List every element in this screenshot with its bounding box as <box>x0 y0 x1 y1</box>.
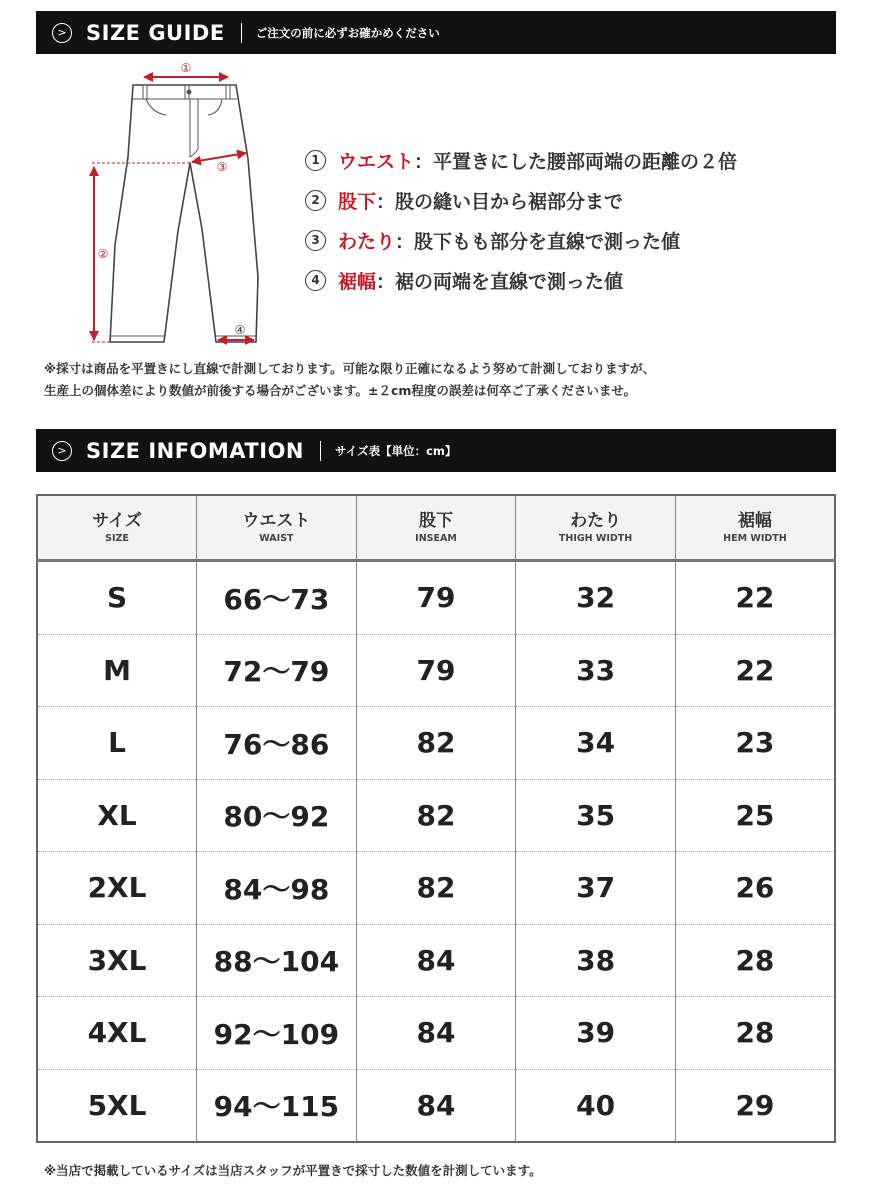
legend-number: 3 <box>305 230 326 251</box>
header-hem-width: 裾幅 HEM WIDTH <box>675 495 835 561</box>
cell-waist: 66〜73 <box>197 561 357 635</box>
legend-term: 股下 <box>338 190 377 213</box>
legend-description: ：股下もも部分を直線で測った値 <box>395 230 681 253</box>
legend-description: ：平置きにした腰部両端の距離の２倍 <box>414 150 738 173</box>
marker-2: ② <box>97 247 109 261</box>
cell-hem: 22 <box>675 634 835 707</box>
table-row <box>37 634 835 707</box>
marker-3: ③ <box>216 160 228 174</box>
legend-term: 裾幅 <box>338 270 377 293</box>
cell-inseam: 82 <box>356 707 516 780</box>
table-row <box>37 852 835 925</box>
header-inseam: 股下 INSEAM <box>356 495 516 561</box>
size-guide-header <box>36 11 836 54</box>
cell-inseam: 82 <box>356 779 516 852</box>
legend-item-hem <box>305 260 737 300</box>
cell-waist: 84〜98 <box>197 852 357 925</box>
size-guide-subtitle: ご注文の前に必ずお確かめください <box>255 25 440 40</box>
header-waist: ウエスト WAIST <box>197 495 357 561</box>
cell-size: 3XL <box>37 924 197 997</box>
cell-waist: 88〜104 <box>197 924 357 997</box>
header-size: サイズ SIZE <box>37 495 197 561</box>
legend-description: ：股の縫い目から裾部分まで <box>376 190 624 213</box>
cell-thigh: 40 <box>516 1069 676 1142</box>
cell-inseam: 79 <box>356 634 516 707</box>
table-row <box>37 561 835 635</box>
marker-4: ④ <box>234 323 246 337</box>
cell-hem: 22 <box>675 561 835 635</box>
size-table-header-row <box>37 495 835 561</box>
circle-chevron-right-icon: > <box>52 23 72 43</box>
cell-inseam: 84 <box>356 924 516 997</box>
table-row <box>37 779 835 852</box>
cell-waist: 76〜86 <box>197 707 357 780</box>
size-information-subtitle: サイズ表【単位：cm】 <box>335 443 457 458</box>
cell-thigh: 34 <box>516 707 676 780</box>
footer-note: ※当店で掲載しているサイズは当店スタッフが平置きで採寸した数値を計測しています。 <box>44 1163 542 1178</box>
cell-waist: 80〜92 <box>197 779 357 852</box>
cell-size: M <box>37 634 197 707</box>
marker-1: ① <box>180 61 192 75</box>
cell-thigh: 37 <box>516 852 676 925</box>
cell-size: 4XL <box>37 997 197 1070</box>
pants-outline <box>110 85 258 342</box>
cell-hem: 28 <box>675 997 835 1070</box>
cell-size: 2XL <box>37 852 197 925</box>
cell-inseam: 84 <box>356 1069 516 1142</box>
cell-hem: 28 <box>675 924 835 997</box>
legend-item-thigh <box>305 220 737 260</box>
button-icon <box>187 90 192 95</box>
table-row <box>37 707 835 780</box>
cell-hem: 29 <box>735 1088 775 1122</box>
size-information-title: SIZE INFOMATION <box>86 438 304 463</box>
header-divider <box>241 23 242 43</box>
cell-waist: 92〜109 <box>197 997 357 1070</box>
measurement-note <box>44 358 655 402</box>
header-divider <box>320 441 321 461</box>
table-row <box>37 997 835 1070</box>
cell-inseam: 84 <box>356 997 516 1070</box>
measurement-legend <box>305 140 737 300</box>
cell-size: S <box>37 561 197 635</box>
measurement-note-line: ※採寸は商品を平置きにし直線で計測しております。可能な限り正確になるよう努めて計測しておりますが、 <box>44 361 656 376</box>
legend-number: 2 <box>305 190 326 211</box>
cell-thigh: 39 <box>516 997 676 1070</box>
cell-size: XL <box>37 779 197 852</box>
cell-inseam: 79 <box>356 561 516 635</box>
legend-term: わたり <box>338 230 396 253</box>
header-thigh-width: わたり THIGH WIDTH <box>516 495 676 561</box>
cell-thigh: 32 <box>516 561 676 635</box>
legend-item-waist <box>305 140 737 180</box>
table-row <box>37 924 835 997</box>
size-guide-title: SIZE GUIDE <box>86 20 225 45</box>
cell-thigh: 35 <box>516 779 676 852</box>
legend-term: ウエスト <box>338 150 415 173</box>
cell-thigh: 33 <box>516 634 676 707</box>
size-table <box>36 494 836 1143</box>
cell-size: L <box>37 707 197 780</box>
size-information-header <box>36 429 836 472</box>
legend-item-inseam <box>305 180 737 220</box>
cell-waist: 72〜79 <box>197 634 357 707</box>
pants-measurement-diagram <box>70 55 270 355</box>
cell-hem: 26 <box>675 852 835 925</box>
cell-thigh: 38 <box>516 924 676 997</box>
cell-hem: 23 <box>675 707 835 780</box>
legend-number: 4 <box>305 270 326 291</box>
circle-chevron-right-icon: > <box>52 441 72 461</box>
cell-inseam: 82 <box>356 852 516 925</box>
cell-waist: 94〜115 <box>197 1069 357 1142</box>
legend-number: 1 <box>305 150 326 171</box>
cell-size: 5XL <box>37 1069 197 1142</box>
cell-hem: 25 <box>675 779 835 852</box>
measurement-note-line: 生産上の個体差により数値が前後する場合がございます。±２cm程度の誤差は何卒ご了承くださいませ。 <box>44 383 637 398</box>
table-row <box>37 1069 835 1142</box>
legend-description: ：裾の両端を直線で測った値 <box>376 270 624 293</box>
